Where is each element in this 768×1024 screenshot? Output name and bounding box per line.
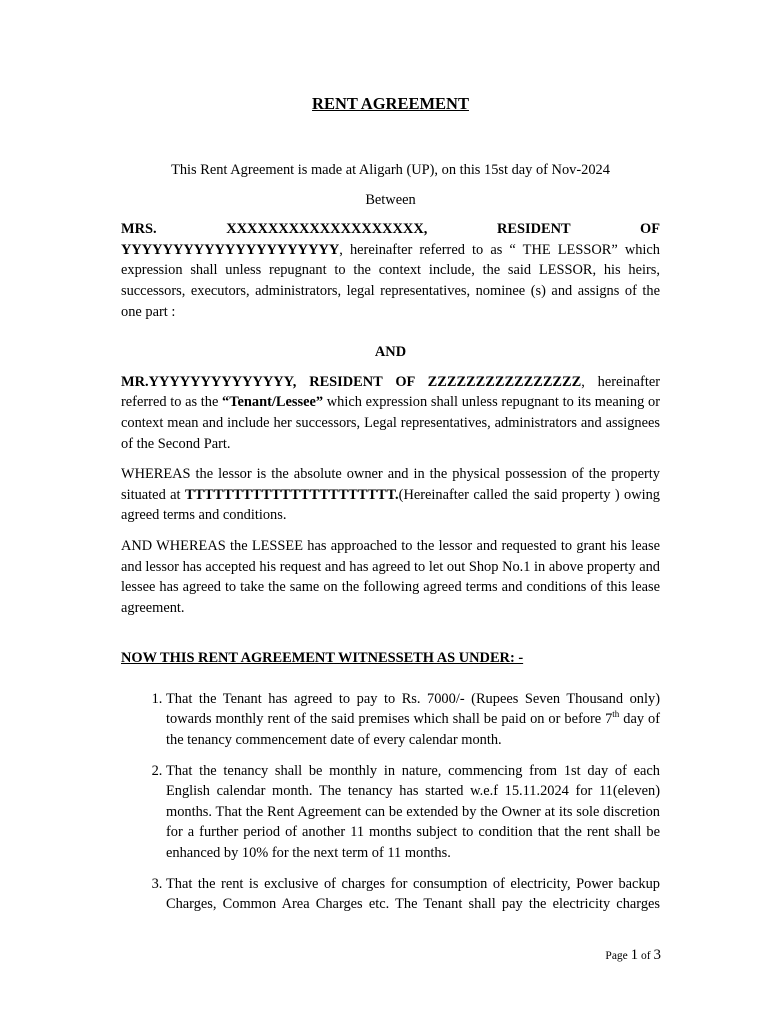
property-name: TTTTTTTTTTTTTTTTTTTTTT. xyxy=(184,486,399,503)
clause-item-3: 3. That the rent is exclusive of charges for consumption of electricity, Power backup Charges, Common Area Charges etc. The Tenant shall pay the electricity charges xyxy=(166,874,660,915)
lessor-text: , hereinafter referred to as “ THE LESSOR” which expression shall unless repugnant to the context include, the said LESSOR, his heirs, successors, executors, administrators, legal representatives, nominee (s) and assigns of the one part : xyxy=(121,241,660,320)
page-footer xyxy=(605,945,661,966)
clause-1-text-b: day of the tenancy commencement date of every calendar month. xyxy=(166,711,660,749)
clause-1-text-a: That the Tenant has agreed to pay to Rs. 7000/- (Rupees Seven Thousand only) towards monthly rent of the said premises which shall be paid on or before 7 xyxy=(166,690,660,728)
clause-item-2: 2. That the tenancy shall be monthly in nature, commencing from 1st day of each English calendar month. The tenancy has started w.e.f 15.11.2024 for 11(eleven) months. That the Rent Agreement can be extended by the Owner at its sole discretion for a further period of another 11 months subject to condition that the rent shall be enhanced by 10% for the next term of 11 months. xyxy=(166,761,660,864)
whereas1-text-b: (Hereinafter called the said property ) owing agreed terms and conditions. xyxy=(121,486,660,524)
whereas-paragraph-2: AND WHEREAS the LESSEE has approached to the lessor and requested to grant his lease and lessor has accepted his request and has agreed to let out Shop No.1 in above property and lessee has agreed to take the same on the following agreed terms and conditions of this lease agreement. xyxy=(121,537,660,616)
lessor-name: MRS. XXXXXXXXXXXXXXXXXXX, RESIDENT OF YYYYYYYYYYYYYYYYYYYYY xyxy=(121,221,660,258)
lessee-role: “Tenant/Lessee” xyxy=(222,394,324,411)
whereas1-text-a: WHEREAS the lessor is the absolute owner and in the physical possession of the property situated at xyxy=(121,466,660,503)
footer-total-pages: 3 xyxy=(653,947,661,963)
footer-of-word: of xyxy=(641,950,651,962)
document-title: RENT AGREEMENT xyxy=(312,94,469,113)
lessor-paragraph xyxy=(121,219,660,322)
clause-1-superscript: th xyxy=(612,709,620,720)
document-body xyxy=(121,93,660,915)
clause-item-1 xyxy=(166,689,660,751)
and-line: AND xyxy=(374,344,407,361)
intro-line: This Rent Agreement is made at Aligarh (UP), on this 15st day of Nov-2024 xyxy=(171,162,610,178)
lessee-text-a: , hereinafter referred to as the xyxy=(121,373,660,411)
footer-page-number: 1 xyxy=(630,947,639,963)
lessee-paragraph xyxy=(121,372,660,454)
between-line: Between xyxy=(365,191,416,208)
clause-list xyxy=(121,689,660,915)
lessee-name: MR.YYYYYYYYYYYYYY, RESIDENT OF ZZZZZZZZZZZZZZZZ xyxy=(121,373,582,390)
witness-heading: NOW THIS RENT AGREEMENT WITNESSETH AS UNDER: - xyxy=(121,650,524,667)
footer-page-word: Page xyxy=(605,950,628,962)
lessee-text-b: which expression shall unless repugnant to its meaning or context mean and include her successors, Legal representatives, administrators and assignees of the Second Part. xyxy=(121,394,660,452)
whereas-paragraph-1 xyxy=(121,464,660,526)
